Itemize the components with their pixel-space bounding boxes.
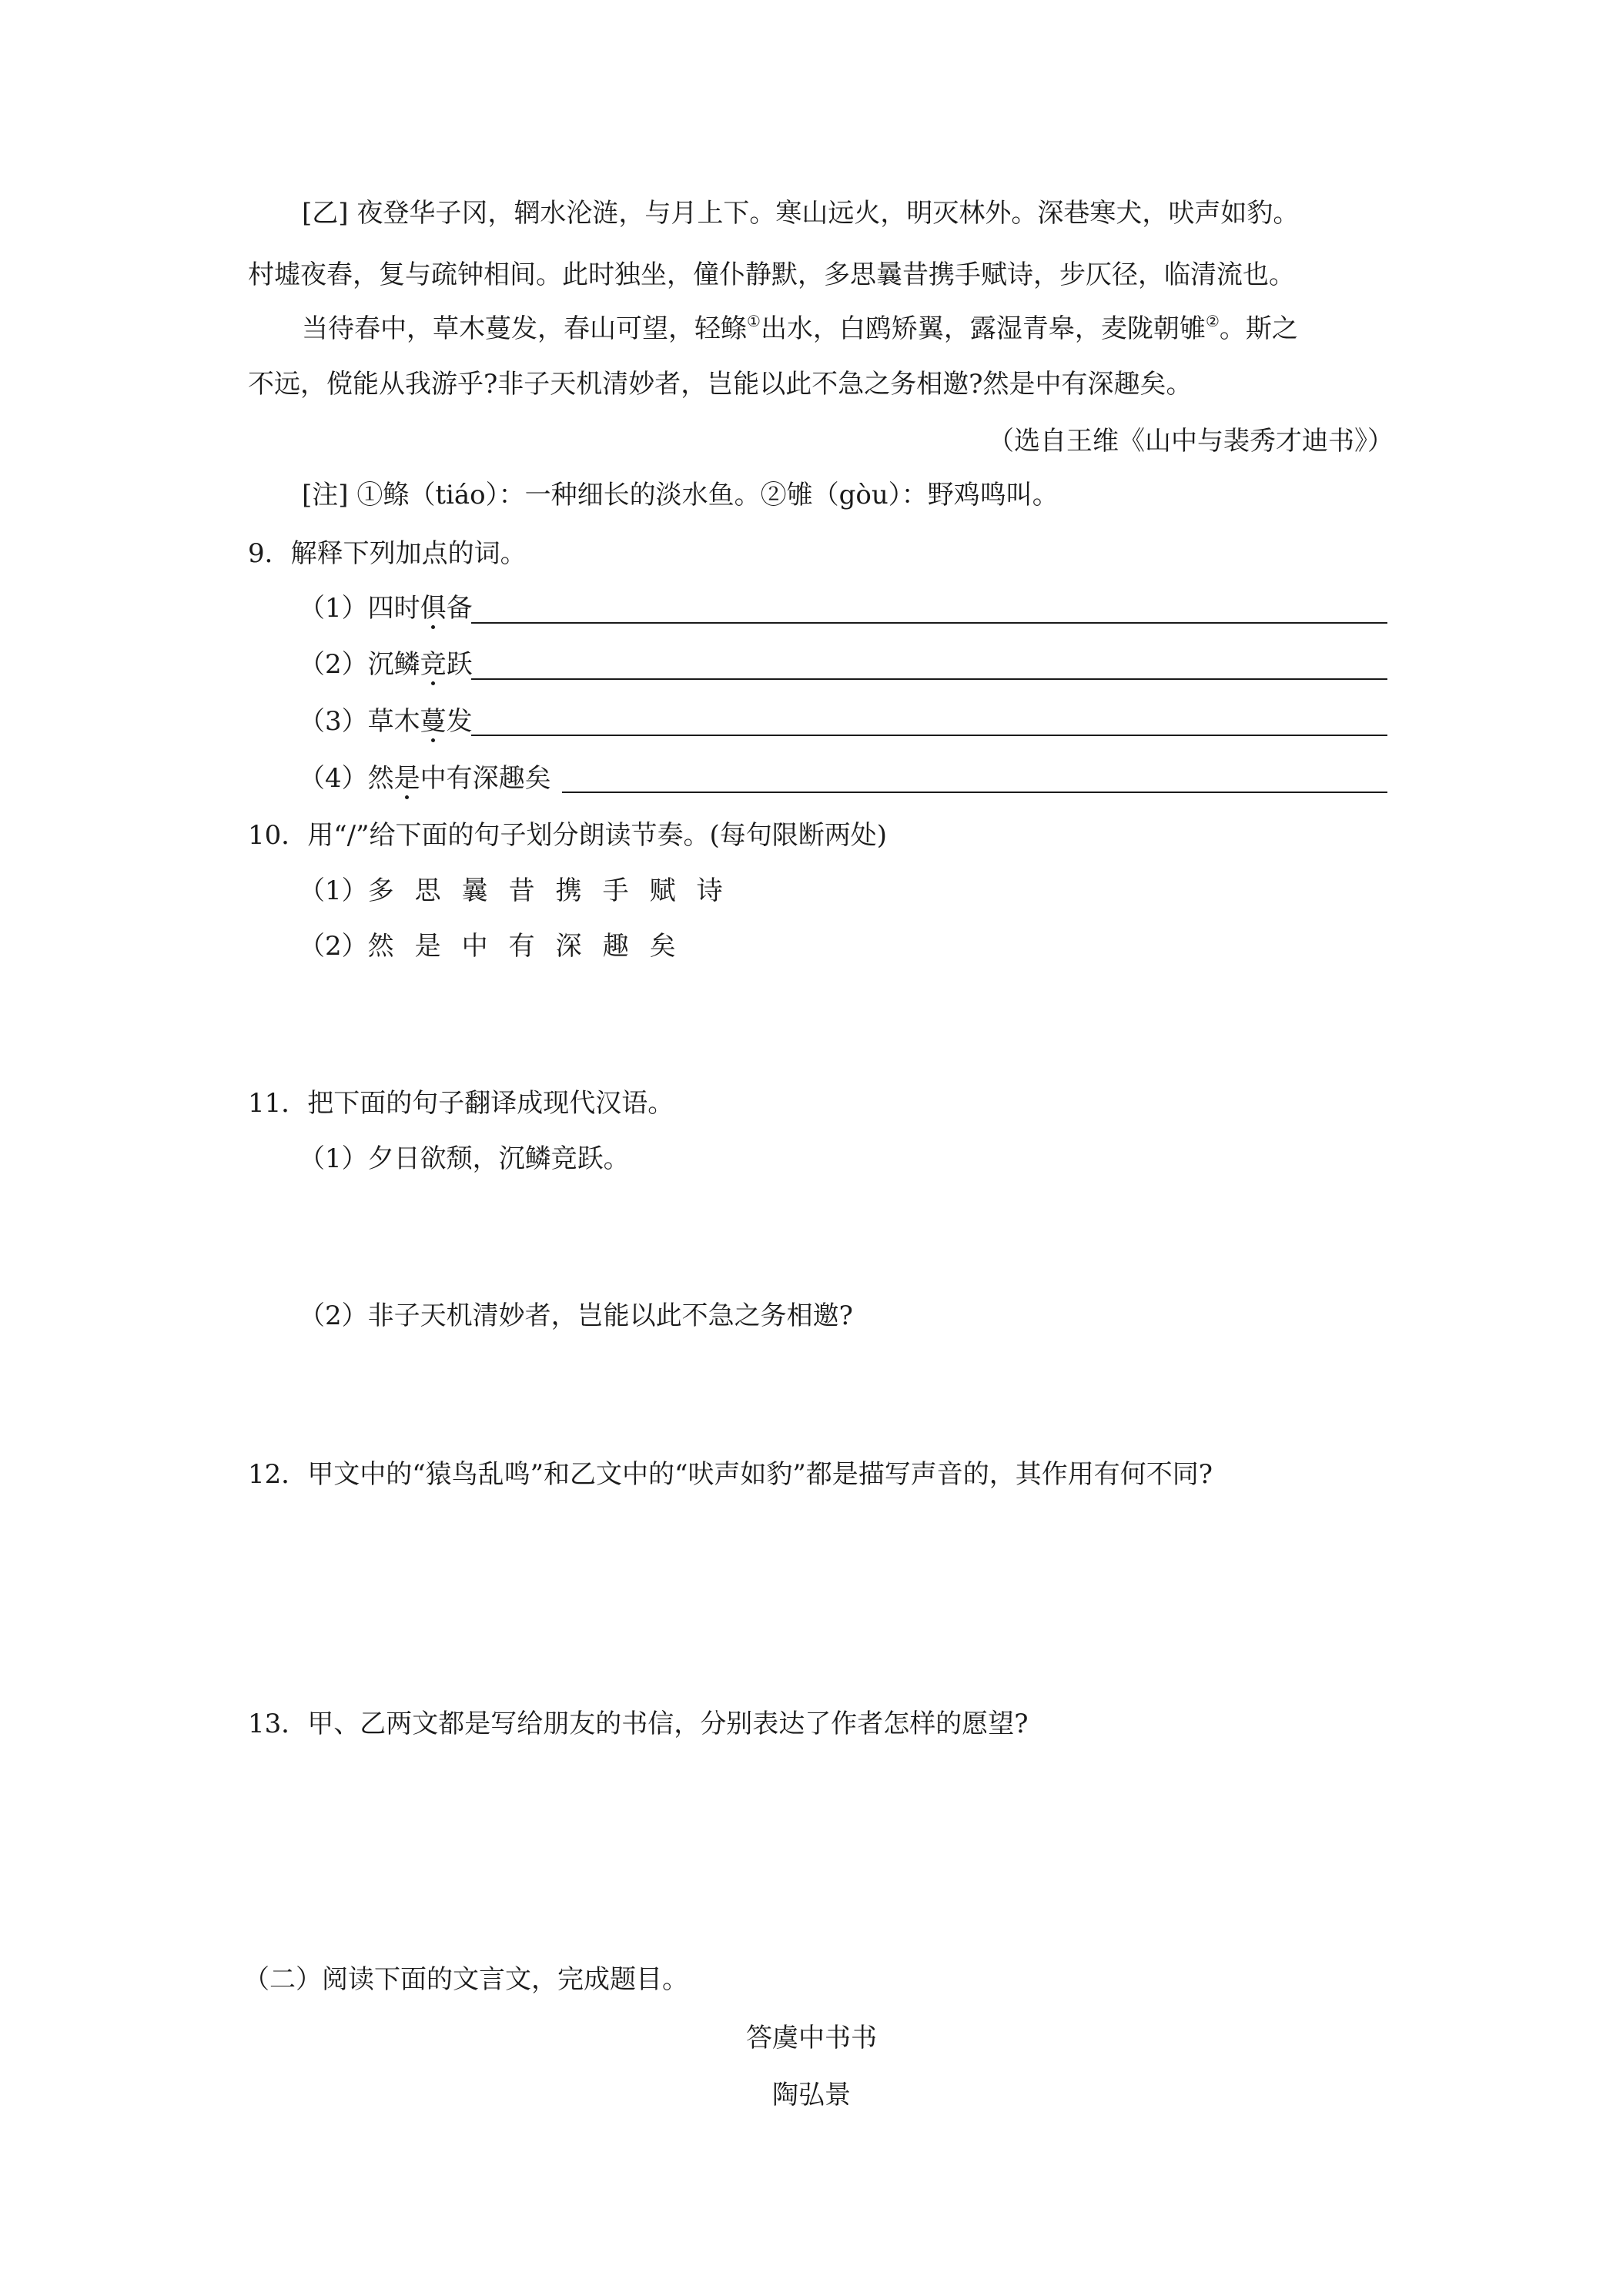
passage-yi-line-1: [乙] 夜登华子冈，辋水沦涟，与月上下。寒山远火，明灭林外。深巷寒犬，吠声如豹。 bbox=[302, 198, 1300, 229]
question-11-item-1: （1）夕日欲颓，沉鳞竞跃。 bbox=[299, 1143, 630, 1174]
question-10-stem: 10．用“/”给下面的句子划分朗读节奏。(每句限断两处) bbox=[248, 820, 888, 851]
question-11-item-2: （2）非子天机清妙者，岂能以此不急之务相邀? bbox=[299, 1300, 853, 1331]
question-10-item-1: （1）多思曩昔携手赋诗 bbox=[299, 875, 744, 906]
dotted-word: 是 bbox=[393, 763, 420, 794]
passage-text: 当待春中，草木蔓发，春山可望，轻鲦 bbox=[302, 313, 747, 344]
section-2-heading: （二）阅读下面的文言文，完成题目。 bbox=[243, 1964, 688, 1995]
question-9-item-1: （1）四时俱备 bbox=[299, 593, 473, 624]
rhythm-sentence-2[interactable]: 然是中有深趣矣 bbox=[367, 931, 697, 962]
dotted-word: 蔓 bbox=[420, 706, 447, 737]
question-9-item-3: （3）草木蔓发 bbox=[299, 706, 473, 737]
answer-blank-9-3[interactable] bbox=[471, 735, 1387, 736]
question-13-stem: 13．甲、乙两文都是写给朋友的书信，分别表达了作者怎样的愿望? bbox=[248, 1709, 1029, 1739]
question-11-stem: 11．把下面的句子翻译成现代汉语。 bbox=[248, 1088, 674, 1119]
rhythm-sentence-1[interactable]: 多思曩昔携手赋诗 bbox=[367, 875, 744, 906]
article-author: 陶弘景 bbox=[772, 2080, 851, 2110]
passage-yi-line-2: 村墟夜舂，复与疏钟相间。此时独坐，僮仆静默，多思曩昔携手赋诗，步仄径，临清流也。 bbox=[248, 259, 1295, 290]
footnote-marker-2: ② bbox=[1205, 312, 1220, 330]
dotted-word: 竞 bbox=[420, 649, 447, 680]
question-9-item-2: （2）沉鳞竞跃 bbox=[299, 649, 473, 680]
answer-blank-9-2[interactable] bbox=[471, 678, 1387, 680]
footnote-marker-1: ① bbox=[747, 312, 761, 330]
article-title: 答虞中书书 bbox=[746, 2023, 877, 2053]
passage-source: （选自王维《山中与裴秀才迪书》） bbox=[988, 426, 1394, 457]
answer-blank-9-1[interactable] bbox=[471, 622, 1387, 624]
dotted-word: 俱 bbox=[420, 593, 447, 624]
answer-blank-9-4[interactable] bbox=[562, 792, 1387, 793]
passage-footnote: [注] ①鲦（tiáo）：一种细长的淡水鱼。②雊（gòu）：野鸡鸣叫。 bbox=[302, 480, 1059, 510]
passage-yi-line-3 bbox=[302, 312, 1298, 344]
question-10-item-2: （2）然是中有深趣矣 bbox=[299, 931, 697, 962]
question-9-item-4: （4）然是中有深趣矣 bbox=[299, 763, 551, 794]
passage-yi-line-4: 不远，傥能从我游乎?非子天机清妙者，岂能以此不急之务相邀?然是中有深趣矣。 bbox=[248, 369, 1193, 400]
question-9-stem: 9．解释下列加点的词。 bbox=[248, 538, 527, 569]
passage-text: 出水，白鸥矫翼，露湿青皋，麦陇朝雊 bbox=[760, 313, 1206, 344]
passage-text: 。斯之 bbox=[1219, 313, 1298, 344]
question-12-stem: 12．甲文中的“猿鸟乱鸣”和乙文中的“吠声如豹”都是描写声音的，其作用有何不同? bbox=[248, 1459, 1213, 1490]
